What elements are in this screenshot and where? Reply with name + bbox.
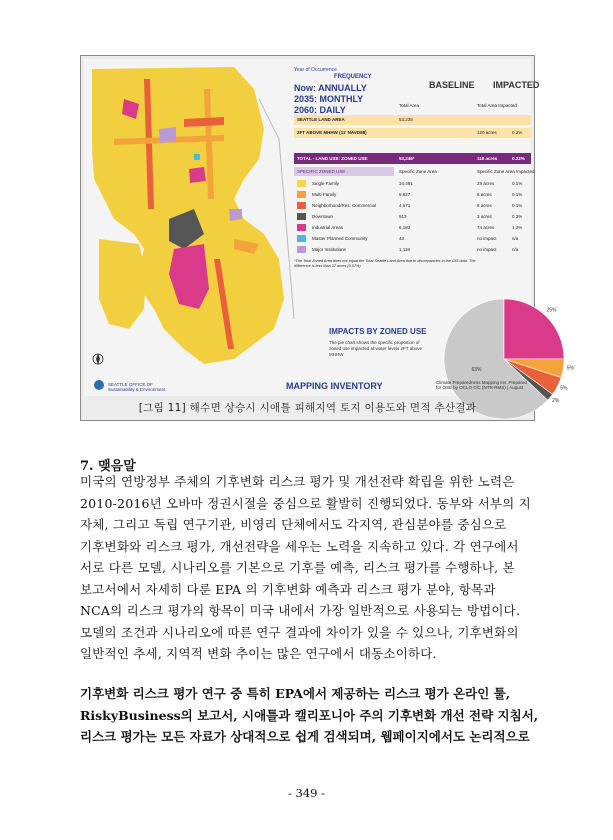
paragraph-line: 자체, 그리고 독립 연구기관, 비영리 단체에서도 각지역, 관심분야를 중심으로 — [80, 517, 507, 532]
zone-pct: 0.3% — [512, 214, 523, 219]
zone-pct: 1.2% — [512, 225, 523, 230]
zone-impacted: 3 acres — [477, 214, 492, 219]
paragraph-line: 기후변화와 리스크 평가, 개선전략을 세우는 노력을 지속하고 있다. 각 연구에서 — [80, 538, 519, 554]
zone-name: Multi-Family — [312, 192, 337, 197]
zone-row — [294, 201, 531, 211]
zone-impacted: no impact — [477, 247, 497, 252]
zone-area: 34,491 — [399, 181, 413, 186]
zoned-use-pct: 0.22% — [512, 156, 525, 161]
zone-row — [294, 179, 531, 189]
zoned-use-impacted: 118 acres — [477, 156, 498, 161]
bold-paragraph — [80, 683, 540, 748]
zone-name: Major Institutions — [312, 247, 347, 252]
zone-swatch — [297, 202, 306, 209]
paragraph-line: 2010-2016년 오바마 정권시절을 중심으로 활발히 진행되었다. 동부와 서부의 지 — [80, 495, 531, 511]
paragraph-line: 보고서에서 자세히 다룬 EPA 의 기후변화 예측과 리스크 평가 분야, 항목과 — [80, 581, 496, 597]
zoned-use-label: TOTAL - LAND USE: ZONED USE — [297, 156, 368, 161]
paragraph-line: 서로 다른 모델, 시나리오를 기본으로 기후를 예측, 리스크 평가를 수행하나, 본 — [80, 560, 515, 575]
frequency-title: FREQUENCY — [334, 74, 372, 80]
zone-name: Industrial Areas — [312, 225, 344, 230]
zone-name: Neighborhood/Res. Commercial — [312, 203, 377, 208]
figure-caption: [그림 11] 해수면 상승시 시애틀 피해지역 토지 이용도와 면적 추산결과 — [138, 402, 477, 414]
zone-pct: n/a — [512, 247, 519, 252]
zone-pct: 0.1% — [512, 181, 523, 186]
zone-name: Downtown — [312, 214, 334, 219]
frequency-row-2035: 2035: MONTHLY — [294, 94, 364, 104]
zone-swatch — [297, 224, 306, 231]
zone-impacted: 74 acres — [477, 225, 495, 230]
frequency-label: Year of Occurrence — [294, 67, 337, 73]
paragraph-line: NCA의 리스크 평가의 항목이 미국 내에서 가장 일반적으로 사용되는 방법이다. — [80, 603, 521, 618]
bold-line: 기후변화 리스크 평가 연구 중 특히 EPA에서 제공하는 리스크 평가 온라인 툴, — [80, 686, 511, 701]
zone-name: Master Planned Community — [312, 236, 368, 241]
paragraph-line: 모델의 조건과 시나리오에 따른 연구 결과에 차이가 있을 수 있으나, 기후변화의 — [80, 624, 519, 640]
zone-swatch — [297, 180, 306, 187]
legend-footnote: *The Total Zoned Area does not equal the Total Seattle Land Area due to discrepancies in the GIS data. The difference is less than 37 acres (0.07%) — [294, 259, 476, 268]
zone-impacted: 6 acres — [477, 192, 492, 197]
zone-swatch — [297, 235, 306, 242]
mhhw-label: 2FT ABOVE MHHW (11' NAVD88) — [297, 130, 367, 135]
zone-impacted: 29 acres — [477, 181, 495, 186]
mhhw-impacted: 120 acres — [477, 130, 497, 135]
zoned-use-baseline: 53,246* — [399, 156, 415, 161]
zone-row — [294, 234, 531, 244]
paragraph-line: 일반적인 추세, 지역적 변화 추이는 많은 연구에서 대동소이하다. — [80, 646, 437, 661]
paragraph-line: 미국의 연방정부 주체의 기후변화 리스크 평가 및 개선전략 확립을 위한 노력은 — [80, 474, 515, 489]
zone-area: 1,118 — [399, 247, 410, 252]
figure-frame — [80, 55, 574, 421]
zone-row — [294, 190, 531, 200]
zone-area: 5,827 — [399, 192, 411, 197]
zone-swatch — [297, 213, 306, 220]
zone-name: Single Family — [312, 181, 340, 186]
pie-slice-label: 2% — [552, 397, 560, 404]
section-heading: 7. 맺음말 — [80, 459, 136, 474]
specific-zone-area-subhead: Specific Zone Area — [399, 169, 437, 174]
bold-line: 리스크 평가는 모든 자료가 상대적으로 쉽게 검색되며, 웹페이지에서도 논리적으로 — [80, 729, 530, 744]
pie-slice-label: 5% — [560, 385, 568, 392]
zone-impacted: 6 acres — [477, 203, 492, 208]
zone-pct: 0.1% — [512, 203, 523, 208]
report-credit: Climate Preparedness Mapping Inv. Prepared for OSE by OCLO ClC (NTR-RMS) | August — [436, 380, 527, 390]
column-impacted: IMPACTED — [493, 80, 540, 90]
zone-area: 6,183 — [399, 225, 411, 230]
zone-row — [294, 245, 531, 255]
pie-slice-label: 25% — [546, 307, 557, 314]
seattle-zoning-map — [84, 59, 574, 404]
land-west-seattle — [99, 239, 146, 329]
pie-slice-label: 63% — [471, 366, 482, 373]
column-baseline: BASELINE — [429, 80, 475, 90]
zone-swatch — [297, 246, 306, 253]
frequency-row-now: Now: ANNUALLY — [294, 83, 367, 93]
zone-pct: n/a — [512, 236, 519, 241]
zone-area: 4,671 — [399, 203, 411, 208]
office-logo — [94, 380, 104, 390]
zone-pct: 0.1% — [512, 192, 523, 197]
seattle-land-area-label: SEATTLE LAND AREA — [297, 117, 345, 122]
zone-row — [294, 223, 531, 233]
baseline-subhead: Total Area — [399, 103, 420, 108]
specific-zone-impacted-subhead: Specific Zone Area Impacted — [477, 169, 535, 174]
pie-slice-label: 5% — [566, 365, 574, 372]
impacts-description: The pie chart shows the specific proportion of zoned use impacted at water levels 2FT above MHHW — [329, 340, 422, 357]
zone-impacted: no impact — [477, 236, 497, 241]
zone-area: 913 — [399, 214, 407, 219]
mapping-inventory-title: MAPPING INVENTORY — [286, 381, 383, 391]
office-name: SEATTLE OFFICE OF Sustainability & Environment — [108, 382, 166, 392]
impacted-subhead: Total Area Impacted — [477, 103, 517, 108]
conclusion-paragraph — [80, 471, 535, 665]
zone-area: 43 — [399, 236, 405, 241]
mhhw-pct: 0.2% — [512, 130, 523, 135]
zone-swatch — [297, 191, 306, 198]
bold-line: RiskyBusiness의 보고서, 시애틀과 캘리포니아 주의 기후변화 개선 전략 지침서, — [80, 707, 539, 723]
frequency-row-2060: 2060: DAILY — [294, 105, 346, 115]
page-number: - 349 - — [287, 786, 326, 800]
specific-zoned-use-label: SPECIFIC ZONED USE — [297, 169, 346, 174]
impacts-title: IMPACTS BY ZONED USE — [329, 327, 427, 336]
seattle-land-area-value: 53,238 — [399, 117, 413, 122]
zone-row — [294, 212, 531, 222]
